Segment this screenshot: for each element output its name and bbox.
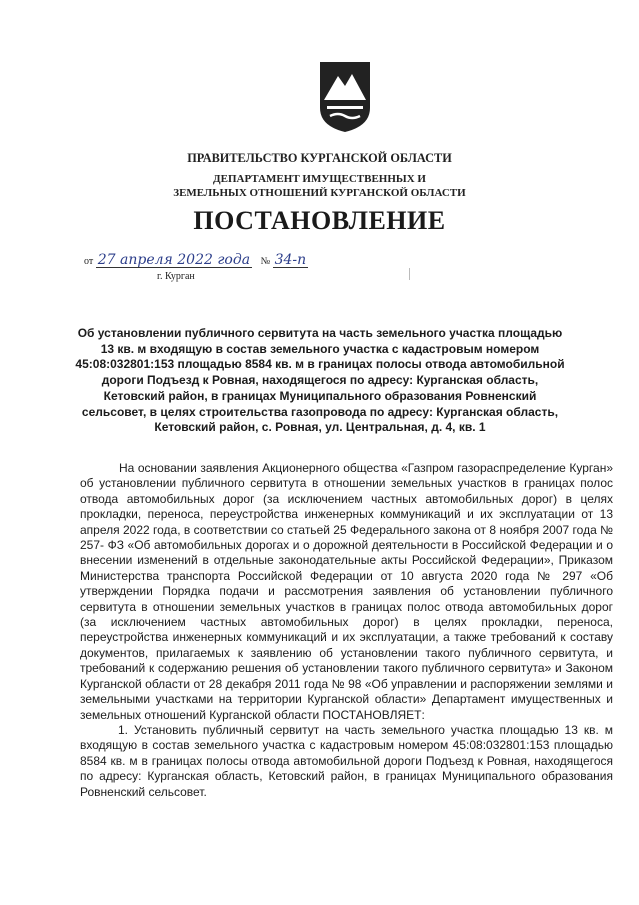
handwritten-date: 27 апреля 2022 года <box>97 252 251 268</box>
date-number-line <box>84 254 308 268</box>
department-line-2: ЗЕМЕЛЬНЫХ ОТНОШЕНИЙ КУРГАНСКОЙ ОБЛАСТИ <box>173 186 466 199</box>
document-body <box>80 461 613 800</box>
government-name: ПРАВИТЕЛЬСТВО КУРГАНСКОЙ ОБЛАСТИ <box>187 151 452 165</box>
clause-1: 1. Установить публичный сервитут на часть земельного участка площадью 13 кв. м входящую в состав земельного участка с кадастровым номером 45:08:032801:153 площадью 8584 кв. м в границах полосы отвода автомобильной дороги Подъезд к Ровная, находящегося по адресу: Курганская область, Кетовский район, в границах Муниципального образования Ровненский сельсовет. <box>80 722 613 799</box>
document-subject: Об установлении публичного сервитута на часть земельного участка площадью 13 кв. м входящую в состав земельного участка с кадастровым номером 45:08:032801:153 площадью 8584 кв. м в границах полосы отвода автомобильной дороги Подъезд к Ровная, находящегося по адресу: Курганская область, Кетовский район, в границах Муниципального образования Ровненский сельсовет, в целях строительства газопровода по адресу: Курганская область, Кетовский район, с. Ровная, ул. Центральная, д. 4, кв. 1 <box>75 326 565 435</box>
city-label: г. Курган <box>157 271 195 282</box>
department-line-1: ДЕПАРТАМЕНТ ИМУЩЕСТВЕННЫХ И <box>213 173 426 185</box>
kurgan-coat-of-arms-icon <box>318 60 372 134</box>
scan-mark <box>409 268 410 280</box>
preamble-paragraph: На основании заявления Акционерного общества «Газпром газораспределение Курган» об установлении публичного сервитута в отношении земельных участков в границах полос отвода автомобильных дорог (за исключением частных автомобильных дорог) в целях прокладки, переноса, переустройства инженерных коммуникаций и их эксплуатации от 13 апреля 2022 года, в соответствии со статьей 25 Федерального закона от 8 ноября 2007 года № 257- ФЗ «Об автомобильных дорогах и о дорожной деятельности в Российской Федерации и о внесении изменений в отдельные законодательные акты Российской Федерации», Приказом Министерства транспорта Российской Федерации от 10 августа 2020 года № 297 «Об утверждении Порядка подачи и рассмотрения заявления об установлении публичного сервитута в отношении земельных участков в границах полос отвода автомобильных дорог (за исключением частных автомобильных дорог) в целях прокладки, переноса, переустройства инженерных коммуникаций и их эксплуатации, а также требований к составу документов, прилагаемых к заявлению об установлении такого публичного сервитута, и требований к содержанию решения об установлении такого публичного сервитута» и Законом Курганской области от 28 декабря 2011 года № 98 «Об управлении и распоряжении землями и земельными участками на территории Курганской области» Департамент имущественных и земельных отношений Курганской области ПОСТАНОВЛЯЕТ: <box>80 461 613 722</box>
document-type-title: ПОСТАНОВЛЕНИЕ <box>193 206 446 235</box>
number-prefix: № <box>260 256 271 267</box>
date-prefix: от <box>84 256 94 267</box>
handwritten-number: 34-п <box>274 252 307 268</box>
department-name <box>0 173 639 200</box>
